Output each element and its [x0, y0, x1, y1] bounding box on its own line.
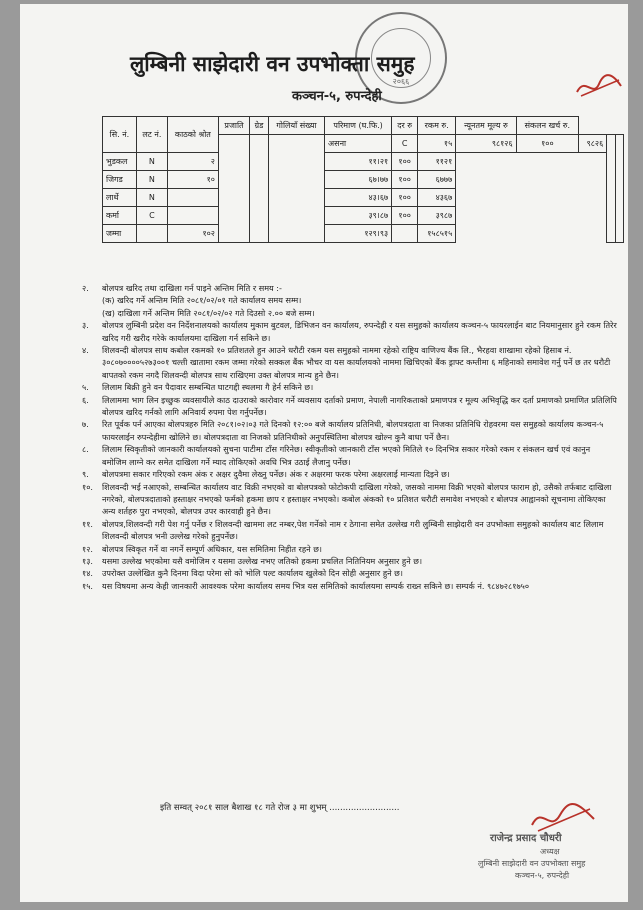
lot-table — [102, 116, 624, 243]
item-text: लिलाम स्विकृतीको जानकारी कार्यालयको सुचना पाटीमा टाँस गरिनेछ। स्वीकृतीको जानकारी टाँस भएको मितिले १० दिनभित्र सकार गरेको रकम र संकलन खर्च एवं कानुन बमोजिम लाग्ने कर समेत दाखिला गर्ने म्याद तोकिएको अवधि भित्र उठाई लैजानु पर्नेछ। — [102, 444, 591, 467]
cell-species: भुडकल — [103, 153, 137, 171]
cell-rate: १०० — [392, 207, 418, 225]
item-text: उपरोक्त उल्लेखित कुनै दिनमा विदा परेमा सो को भोलि पल्ट कार्यालय खुलेको दिन सोही अनुसार हुने छ। — [102, 568, 403, 579]
list-item — [82, 580, 617, 592]
item-number: ८. — [82, 444, 89, 455]
item-number: १०. — [82, 481, 93, 492]
cell-rate: १०० — [392, 153, 418, 171]
cell-amount: ९८२६ — [579, 135, 607, 153]
cell-rate: १०० — [516, 135, 578, 153]
cell-grade: N — [136, 189, 167, 207]
cell-amount: ३९८७ — [418, 207, 456, 225]
cell-volume: ४३।६७ — [325, 189, 392, 207]
page-subtitle: कञ्चन-५, रुपन्देही — [292, 89, 382, 104]
table-row — [103, 153, 624, 171]
item-number: ४. — [82, 345, 89, 356]
cell-collection-blank — [615, 135, 623, 243]
cell-count: २ — [167, 153, 218, 171]
list-item — [82, 319, 617, 344]
cell-grade: C — [392, 135, 418, 153]
cell-count — [167, 207, 218, 225]
item-text: शिलवन्दी बोलपत्र साथ कबोल रकमको १० प्रतिशतले हुन आउने धरौटी रकम यस समुहको नाममा रहेको राष्ट्रिय वाणिज्य बैंक लि., भैरहवा शाखामा रहेको हिसाब नं. ३०८०७००००५२७३००१ चल्ती खातामा रकम जम्मा गरेको सक्कल बैंक भौचर वा यस कार्यालयको नाममा खिचिएको बैंक ड्राफ्ट कम्तीमा ६ महिनाको समावेश गर्नु पर्ने छ तर धरौटी बापतको रकम नगदै शिलवन्दी बोलपत्र साथ राखिएमा उक्त बोलपत्र मान्य हुने छैन। — [102, 345, 611, 380]
cell-total-label: जम्मा — [103, 225, 137, 243]
list-item — [82, 418, 617, 443]
list-item — [82, 468, 617, 480]
item-text: यस विषयमा अन्य केही जानकारी आवश्यक परेमा कार्यालय समय भित्र यस समितिको कार्यालयमा सम्पर्क राख्न सकिने छ। सम्पर्क नं. ९८४७२८१७५० — [102, 580, 530, 591]
notice-sheet — [20, 4, 628, 902]
cell-sn-blank — [218, 135, 249, 243]
list-item — [82, 443, 617, 468]
table-row — [103, 171, 624, 189]
item-text: बोलपत्र लुम्बिनी प्रदेश वन निर्देशनालयको कार्यालय मुकाम बुटवल, डिभिजन वन कार्यालय, रुपन्देही र यस समुहको कार्यालय कञ्चन-५ फायरलाईन बाट नियमानुसार हुने रकम तिरेर खरिद गरी खरीद गरेके कार्यालयमा दाखिला गर्न सकिने छ। — [102, 320, 617, 343]
cell-total-amount: १५८५१५ — [418, 225, 456, 243]
item-text: शिलवन्दी भई नआएको, सम्बन्धित कार्यालय वाट विक्री नभएको वा बोलपत्रको फोटोकपी दाखिला गरेको, जसको नाममा विक्री भएको बोलपत्र फाराम हो, उसैको तर्फबाट दाखिला नगरेको, बोलपत्रदाताको हस्ताक्षर नभएको फर्मको हकमा छाप र हस्ताक्षर नभएको। कबोल अंकको १० प्रतिशत धरौटी समावेश नभएको र बोलपत्र आह्वानको सूचनामा तोकिएका अन्य शर्तहरु पुरा नभएको, बोलपत्र उपर कारवाही हुने छैन। — [102, 481, 612, 517]
cell-total-rate — [392, 225, 418, 243]
cell-species: असना — [325, 135, 392, 153]
item-number: ९. — [82, 469, 89, 480]
item-text: बोलपत्र खरिद तथा दाखिला गर्न पाइने अन्तिम मिति र समय :- — [102, 283, 282, 293]
item-text: लिलाम बिक्री हुने वन पैदावार सम्बन्धित घाटगद्दी स्थलमा गै हेर्न सकिने छ। — [102, 382, 314, 393]
cell-count: १० — [167, 171, 218, 189]
list-item — [82, 344, 617, 381]
table-header-row — [103, 117, 624, 135]
col-header-min-price: न्यूनतम मूल्य रु — [456, 117, 516, 135]
item-text: बोलपत्रमा सकार गरिएको रकम अंक र अक्षर दुवैमा लेख्नु पर्नेछ। अंक र अक्षरमा फरक परेमा अक्षरलाई मान्यता दिइने छ। — [102, 469, 450, 480]
item-number: १३. — [82, 555, 93, 566]
cell-species: कर्मा — [103, 207, 137, 225]
item-number: १२. — [82, 543, 93, 554]
col-header-volume: परिमाण (घ.फि.) — [325, 117, 392, 135]
table-row — [103, 189, 624, 207]
cell-count — [167, 189, 218, 207]
cell-total-grade — [136, 225, 167, 243]
cell-grade: C — [136, 207, 167, 225]
table-row — [103, 207, 624, 225]
item-number: १४. — [82, 568, 93, 579]
item-number: २. — [82, 283, 89, 293]
cell-species: जिगड — [103, 171, 137, 189]
list-item — [82, 481, 617, 518]
list-item — [82, 381, 617, 393]
list-item — [82, 567, 617, 579]
item-number: ५. — [82, 382, 89, 393]
list-item — [82, 282, 617, 294]
signature-mark-top — [575, 72, 623, 100]
item-number: १५. — [82, 580, 93, 591]
item-number — [82, 294, 102, 306]
list-item — [82, 307, 617, 319]
cell-amount: ६७७७ — [418, 171, 456, 189]
cell-lot-blank — [250, 135, 269, 243]
item-number: ३. — [82, 320, 89, 331]
cell-volume: ३९।८७ — [325, 207, 392, 225]
cell-total-count: १०२ — [167, 225, 218, 243]
col-header-collection-cost: संकलन खर्च रु. — [516, 117, 578, 135]
col-header-species: प्रजाति — [218, 117, 249, 135]
cell-volume: ६७।७७ — [325, 171, 392, 189]
item-text: (क) खरिद गर्ने अन्तिम मिति २०८१/०२/०१ गते कार्यालय समय सम्म। — [102, 295, 302, 306]
cell-grade: N — [136, 153, 167, 171]
col-header-count: गोलियाँ संख्या — [268, 117, 324, 135]
item-number: ६. — [82, 394, 89, 405]
item-text: लिलाममा भाग लिन इच्छुक व्यवसायीले काठ दाउराको कारोवार गर्ने व्यवसाय दर्ताको प्रमाण, नेपाली नागरिकताको प्रमाणपत्र र मूल्य अभिवृद्धि कर दर्ता प्रमाणको प्रमाणित प्रतिलिपि बोलपत्र खरिद गर्नको लागि अनिवार्य रुपमा पेश गर्नुपर्नेछ। — [102, 394, 617, 418]
cell-amount: ४३६७ — [418, 189, 456, 207]
cell-min-price-blank — [607, 135, 615, 243]
col-header-source: काठको श्रोत — [167, 117, 218, 153]
conditions-list — [82, 282, 617, 592]
signatory-name: राजेन्द्र प्रसाद चौधरी — [490, 833, 562, 844]
list-item — [82, 518, 617, 543]
signatory-address: कञ्चन-५, रुपन्देही — [515, 871, 570, 880]
col-header-grade: ग्रेड — [250, 117, 269, 135]
date-line: इति सम्वत् २०८१ साल बैशाख १८ गते रोज ३ मा शुभम् .......................... — [160, 803, 400, 813]
cell-total-volume: १२९।९३ — [325, 225, 392, 243]
cell-count: १५ — [418, 135, 456, 153]
cell-rate: १०० — [392, 171, 418, 189]
item-text: (ख) दाखिला गर्ने अन्तिम मिति २०८१/०२/०२ गते दिउसो २.०० बजे सम्म। — [102, 307, 315, 318]
list-item — [82, 555, 617, 567]
cell-volume: ९८१२६ — [456, 135, 516, 153]
cell-species: लार्थे — [103, 189, 137, 207]
item-text: रित पूर्वक पर्न आएका बोलपत्रहरु मिति २०८१।०२।०३ गते दिनको १२:०० बजे कार्यालय प्रतिनिधी, बोलपत्रदाता वा निजका प्रतिनिधि रोहवरमा यस समुहको कार्यालय कञ्चन-५ फायरलाईन रुपन्देहीमा खोलिने छ। बोलपत्रदाता वा निजको प्रतिनिधीको अनुपस्थितिमा बोलपत्र खोल्न कुनै बाधा पर्ने छैन। — [102, 419, 604, 442]
col-header-lot: लट नं. — [136, 117, 167, 153]
cell-rate: १०० — [392, 189, 418, 207]
cell-amount: ११२१ — [418, 153, 456, 171]
cell-source-blank — [268, 135, 324, 243]
item-number: ११. — [82, 518, 93, 529]
seal-year: २०६६ — [392, 77, 410, 86]
table-total-row — [103, 225, 624, 243]
item-text: यसमा उल्लेख भएकोमा यसै वमोजिम र यसमा उल्लेख नभए जतिको हकमा प्रचलित नितिनियम अनुसार हुने छ। — [102, 555, 423, 566]
cell-volume: ११।२१ — [325, 153, 392, 171]
signatory-org: लुम्बिनी साझेदारी वन उपभोक्ता समुह — [478, 859, 586, 868]
list-item — [82, 394, 617, 419]
item-text: बोलपत्र,शिलवन्दी गरी पेश गर्नु पर्नेछ र शिलवन्दी खाममा लट नम्बर,पेश गर्नेको नाम र ठेगाना समेत उल्लेख गरी लुम्बिनी साझेदारी वन उपभोक्ता समुहको कार्यालय बाट लिलाम शिलवन्दी बोलपत्र भनी उल्लेख गरेको हुनुपर्नेछ। — [102, 518, 604, 542]
item-number — [82, 307, 102, 319]
cell-grade: N — [136, 171, 167, 189]
page-title: लुम्बिनी साझेदारी वन उपभोक्ता समुह — [130, 52, 415, 76]
signatory-role: अध्यक्ष — [540, 847, 560, 856]
col-header-amount: रकम रु. — [418, 117, 456, 135]
col-header-rate: दर रु — [392, 117, 418, 135]
list-item — [82, 294, 617, 306]
item-text: बोलपत्र स्विकृत गर्ने वा नगर्ने सम्पूर्ण अधिकार, यस समितिमा निहीत रहने छ। — [102, 543, 322, 554]
list-item — [82, 543, 617, 555]
col-header-sn: सि. नं. — [103, 117, 137, 153]
item-number: ७. — [82, 419, 89, 430]
